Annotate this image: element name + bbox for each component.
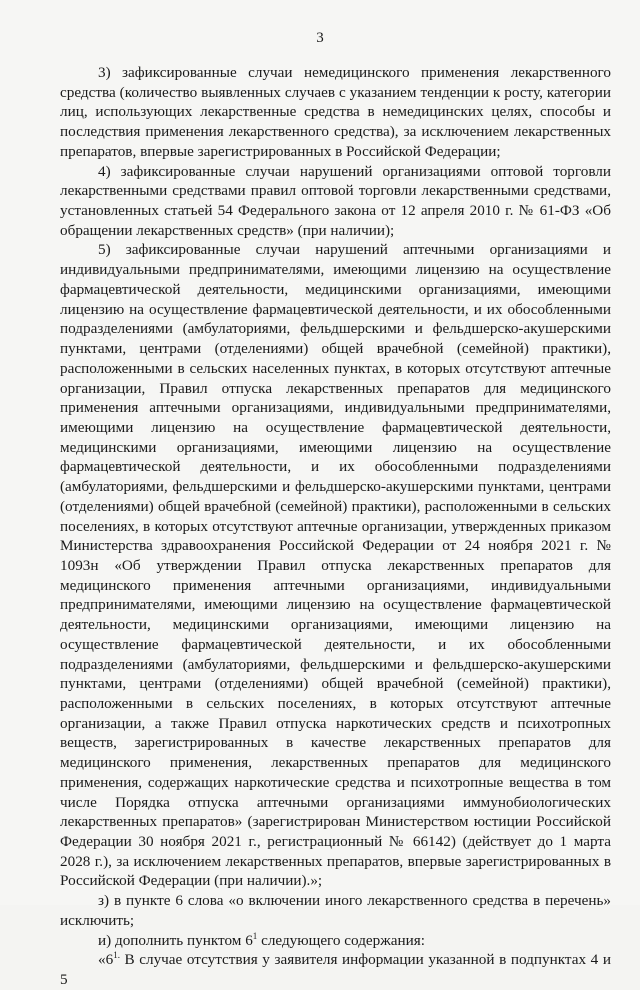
superscript-marker: 1. (113, 950, 120, 961)
paragraph-item-i-text: и) дополнить пунктом 6 (98, 931, 253, 949)
page-number: 3 (316, 30, 324, 46)
paragraph-item-i (60, 931, 611, 951)
paragraph-item-4: 4) зафиксированные случаи нарушений организациями оптовой торговли лекарственными средствами правил оптовой торговли лекарственными средствами, установленных статьей 54 Федерального закона от 12 апреля 2010 г. № 61-ФЗ «Об обращении лекарственных средств» (при наличии); (60, 162, 611, 239)
paragraph-item-6-1-text: В случае отсутствия у заявителя информации указанной в подпунктах 4 и 5 (60, 951, 611, 989)
paragraph-item-6-1 (60, 950, 611, 989)
paragraph-item-6-1-start: «6 (98, 951, 114, 969)
paragraph-item-3: 3) зафиксированные случаи немедицинского применения лекарственного средства (количество выявленных случаев с указанием тенденции к росту, категории лиц, использующих лекарственные средства в немедицинских целях, способы и последствия применения лекарственного средства), за исключением лекарственных препаратов, впервые зарегистрированных в Российской Федерации; (60, 64, 611, 160)
paragraph-item-z: з) в пункте 6 слова «о включении иного лекарственного средства в перечень» исключить; (60, 892, 611, 929)
paragraph-item-5: 5) зафиксированные случаи нарушений аптечными организациями и индивидуальными предпринимателями, имеющими лицензию на осуществление фармацевтической деятельности, медицинскими организациями, имеющими лицензию на осуществление фармацевтической деятельности, и их обособленными подразделениями (амбулаториями, фельдшерскими и фельдшерско-акушерскими пунктами, центрами (отделениями) общей врачебной (семейной) практики), расположенными в сельских населенных пунктах, в которых отсутствуют аптечные организации, Правил отпуска лекарственных препаратов для медицинского применения аптечными организациями, индивидуальными предпринимателями, имеющими лицензию на осуществление фармацевтической деятельности, медицинскими организациями, имеющими лицензию на осуществление фармацевтической деятельности, и их обособленными подразделениями (амбулаториями, фельдшерскими и фельдшерско-акушерскими пунктами, центрами (отделениями) общей врачебной (семейной) практики), расположенными в сельских поселениях, в которых отсутствуют аптечные организации, утвержденных приказом Министерства здравоохранения Российской Федерации от 24 ноября 2021 г. № 1093н «Об утверждении Правил отпуска лекарственных препаратов для медицинского применения аптечными организациями, индивидуальными предпринимателями, имеющими лицензию на осуществление фармацевтической деятельности, медицинскими организациями, имеющими лицензию на осуществление фармацевтической деятельности, и их обособленными подразделениями (амбулаториями, фельдшерскими и фельдшерско-акушерскими пунктами, центрами (отделениями) общей врачебной (семейной) практики), расположенными в сельских поселениях, в которых отсутствуют аптечные организации, а также Правил отпуска наркотических средств и психотропных веществ, зарегистрированных в качестве лекарственных препаратов для медицинского применения, лекарственных препаратов для медицинского применения, содержащих наркотические средства и психотропные вещества в том числе Порядка отпуска аптечными организациями иммунобиологических лекарственных препаратов» (зарегистрирован Министерством юстиции Российской Федерации 30 ноября 2021 г., регистрационный № 66142) (действует до 1 марта 2028 г.), за исключением лекарственных препаратов, впервые зарегистрированных в Российской Федерации (при наличии).»; (60, 241, 611, 890)
paragraph-item-i-text-end: следующего содержания: (257, 931, 425, 949)
superscript-marker: 1 (252, 930, 258, 941)
document-body (60, 63, 611, 990)
